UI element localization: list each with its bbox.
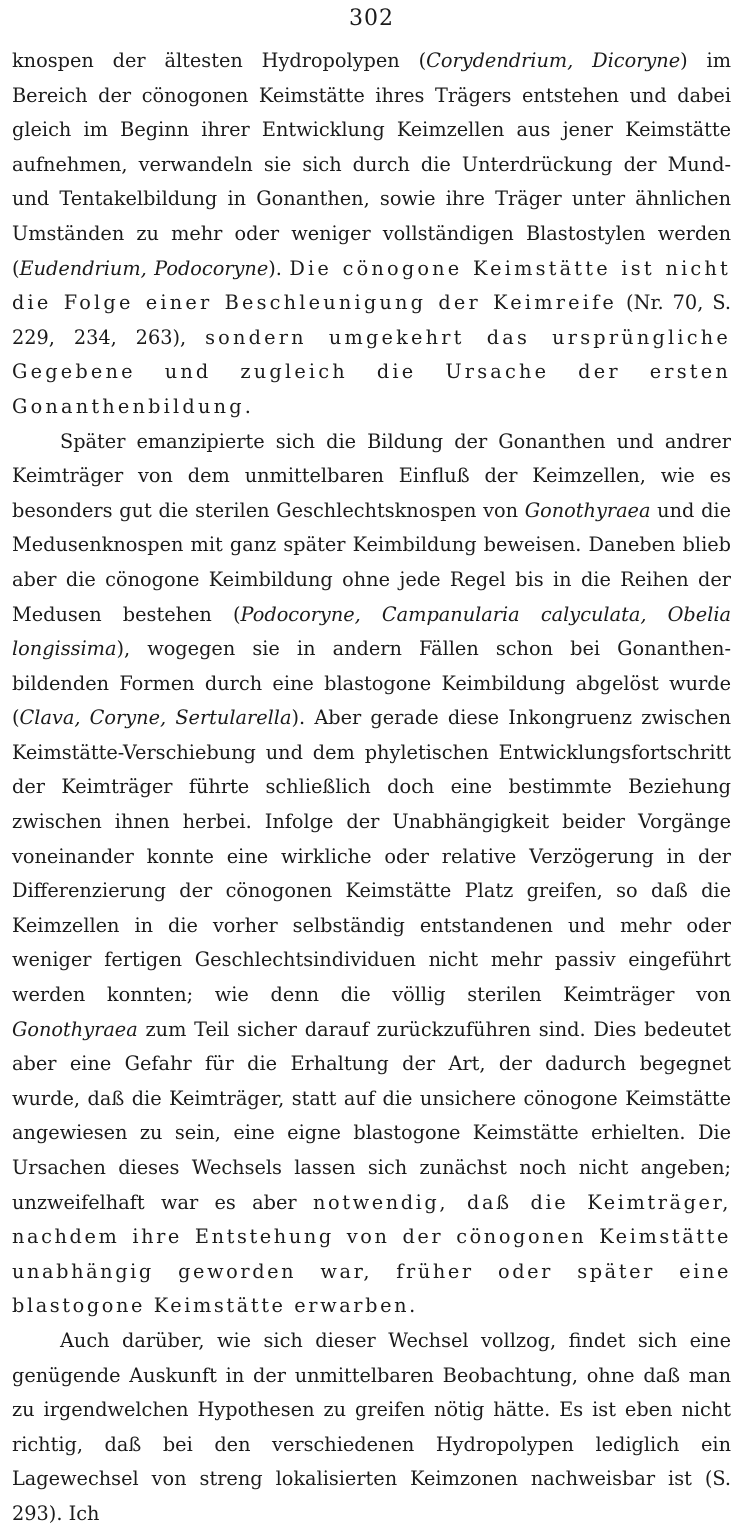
paragraph-1: knospen der ältesten Hydropolypen (Corydendrium, Dicoryne) im Bereich der cönogonen Keimstätte ihres Trägers entstehen und dabei gleich im Beginn ihrer Entwicklung Keimzellen aus jener Keimstätte aufnehmen, verwandeln sie sich durch die Unterdrückung der Mund- und Tentakelbildung in Gonanthen, sowie ihre Träger unter ähnlichen Umständen zu mehr oder weniger vollständigen Blastostylen werden (Eudendrium, Podocoryne). Die cönogone Keimstätte ist nicht die Folge einer Beschleunigung der Keimreife (Nr. 70, S. 229, 234, 263), sondern umgekehrt das ursprüngliche Gegebene und zugleich die Ursache der ersten Gonanthenbildung. bbox=[12, 49, 732, 418]
paragraph-2 bbox=[12, 425, 731, 1324]
text-run: Auch darüber, wie sich dieser Wechsel vollzog, findet sich eine genügende Auskunft in der unmittelbaren Beobachtung, ohne daß man zu irgendwelchen Hypothesen zu greifen nötig hätte. Es ist eben nicht richtig, daß bei den verschiedenen Hydropolypen lediglich ein Lagewechsel von streng lokalisierten Keimzonen nachweisbar ist (S. 293). Ich bbox=[12, 1328, 731, 1525]
species-names-1: Corydendrium, Dicoryne bbox=[426, 49, 681, 72]
emphasis-spaced-1: Die cönogone Keimstätte ist nicht die Folge einer Beschleunigung der Keimreife bbox=[12, 256, 731, 315]
body-text bbox=[12, 44, 731, 1532]
citation-reference: (Nr. 70, S. 229, 234, 263), bbox=[12, 291, 731, 349]
species-name-gonothyraea-2: Gonothyraea bbox=[12, 1017, 138, 1041]
text-run: und die Medusenknospen mit ganz später Keimbildung beweisen. Daneben blieb aber die cönogone Keimbildung ohne jede Regel bis in die Reihen der Medusen bestehen ( bbox=[12, 498, 731, 626]
species-names-2: Eudendrium, Podocoryne bbox=[19, 256, 269, 280]
text-run: ), wogegen sie in andern Fällen schon bei Gonanthen-bildenden Formen durch eine blastogone Keimbildung abgelöst wurde ( bbox=[12, 637, 731, 730]
species-name-gonothyraea-1: Gonothyraea bbox=[524, 498, 651, 522]
species-names-4: Clava, Coryne, Sertularella bbox=[19, 706, 292, 730]
emphasis-spaced-2: sondern umgekehrt das ursprüngliche Gegebene und zugleich die Ursache der ersten Gonanthenbildung. bbox=[12, 325, 732, 418]
page-number: 302 bbox=[349, 6, 394, 31]
text-run: zum Teil sicher darauf zurückzuführen sind. Dies bedeutet aber eine Gefahr für die Erhaltung der Art, der dadurch begegnet wurde, daß die Keimträger, statt auf die unsichere cönogone Keimstätte angewiesen zu sein, eine eigne blastogone Keimstätte erhielten. Die Ursachen dieses Wechsels lassen sich zunächst noch nicht angeben; unzweifelhaft war es aber bbox=[12, 1017, 731, 1214]
text-run: ). Aber gerade diese Inkongruenz zwischen Keimstätte-Verschiebung und dem phyletischen Entwicklungsfortschritt der Keimträger führte schließlich doch eine bestimmte Beziehung zwischen ihnen herbei. Infolge der Unabhängigkeit beider Vorgänge voneinander konnte eine wirkliche oder relative Verzögerung in der Differenzierung der cönogonen Keimstätte Platz greifen, so daß die Keimzellen in die vorher selbständig entstandenen und mehr oder weniger fertigen Geschlechtsindividuen nicht mehr passiv eingeführt werden konnten; wie denn die völlig sterilen Keimträger von bbox=[12, 706, 731, 1007]
emphasis-spaced-3: notwendig, daß die Keimträger, nachdem ihre Entstehung von der cönogonen Keimstätte unabhängig geworden war, früher oder später eine blastogone Keimstätte erwarben. bbox=[12, 1190, 731, 1318]
text-run: Später emanzipierte sich die Bildung der Gonanthen und andrer Keimträger von dem unmittelbaren Einfluß der Keimzellen, wie es besonders gut die sterilen Geschlechtsknospen von bbox=[12, 429, 731, 522]
paragraph-3 bbox=[12, 1324, 731, 1532]
species-names-3: Podocoryne, Campanularia calyculata, Obelia longissima bbox=[12, 602, 731, 661]
